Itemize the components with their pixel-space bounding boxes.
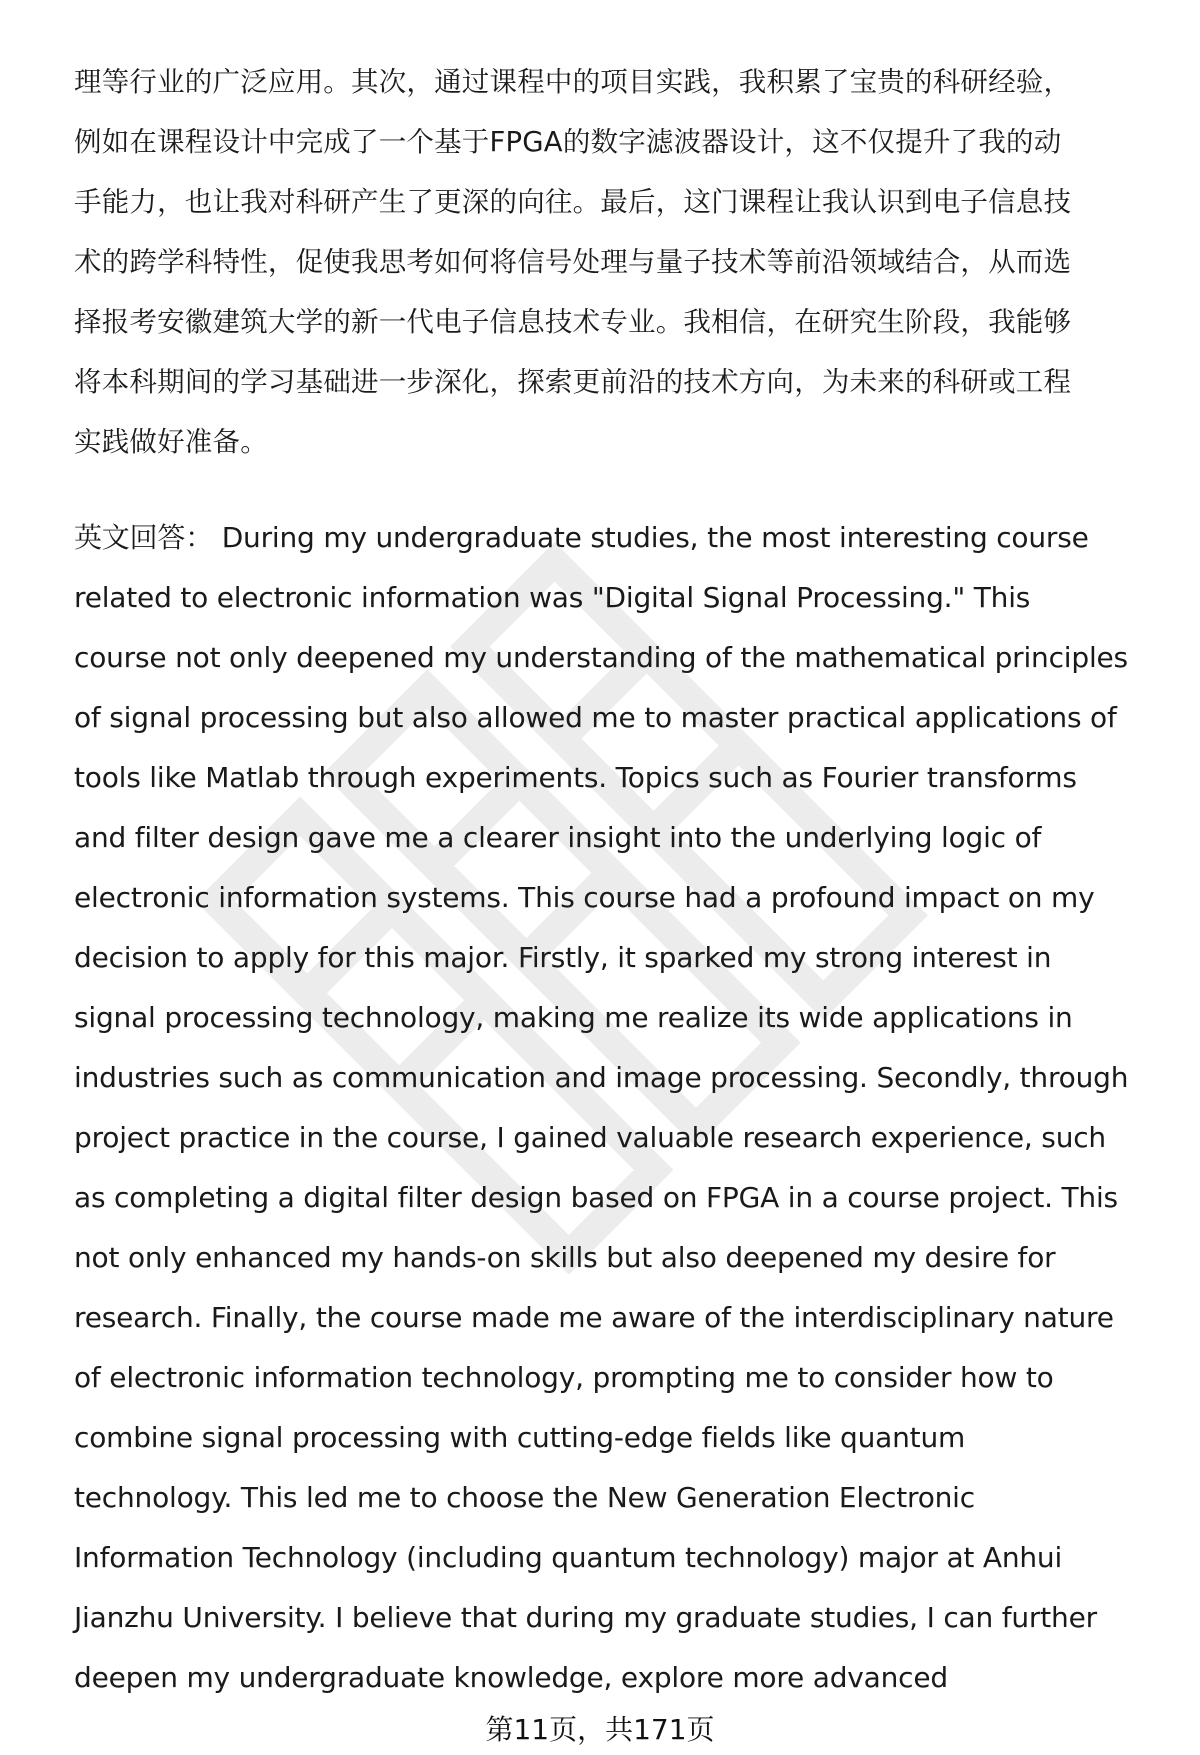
text-line: combine signal processing with cutting-edge fields like quantum: [74, 1421, 966, 1454]
text-line: 术的跨学科特性，促使我思考如何将信号处理与量子技术等前沿领域结合，从而选: [74, 246, 1072, 278]
english-answer-block: [74, 508, 1154, 1708]
text-line: signal processing technology, making me realize its wide applications in: [74, 1001, 1073, 1034]
text-line: as completing a digital filter design based on FPGA in a course project. This: [74, 1181, 1118, 1214]
text-line: of signal processing but also allowed me to master practical applications of: [74, 701, 1117, 734]
text-line: course not only deepened my understanding of the mathematical principles: [74, 641, 1128, 674]
text-line: 手能力，也让我对科研产生了更深的向往。最后，这门课程让我认识到电子信息技: [74, 186, 1072, 218]
text-line: industries such as communication and image processing. Secondly, through: [74, 1061, 1129, 1094]
text-line: technology. This led me to choose the New Generation Electronic: [74, 1481, 975, 1514]
text-line: 理等行业的广泛应用。其次，通过课程中的项目实践，我积累了宝贵的科研经验，: [74, 66, 1072, 98]
page-number-footer: 第11页，共171页: [485, 1713, 715, 1746]
chinese-answer-block: [74, 52, 1154, 472]
text-line: and filter design gave me a clearer insight into the underlying logic of: [74, 821, 1042, 854]
text-line: 英文回答： During my undergraduate studies, the most interesting course: [74, 521, 1089, 554]
text-line: 例如在课程设计中完成了一个基于FPGA的数字滤波器设计，这不仅提升了我的动: [74, 126, 1062, 158]
text-line: 实践做好准备。: [74, 426, 268, 458]
text-line: decision to apply for this major. Firstly, it sparked my strong interest in: [74, 941, 1052, 974]
text-line: Information Technology (including quantum technology) major at Anhui: [74, 1541, 1063, 1574]
text-line: not only enhanced my hands-on skills but also deepened my desire for: [74, 1241, 1056, 1274]
text-line: tools like Matlab through experiments. Topics such as Fourier transforms: [74, 761, 1077, 794]
document-body: [74, 52, 1154, 1708]
text-line: related to electronic information was "Digital Signal Processing." This: [74, 581, 1031, 614]
text-line: 择报考安徽建筑大学的新一代电子信息技术专业。我相信，在研究生阶段，我能够: [74, 306, 1072, 338]
text-line: 将本科期间的学习基础进一步深化，探索更前沿的技术方向，为未来的科研或工程: [74, 366, 1072, 398]
paragraph-gap: [74, 472, 1154, 508]
text-line: research. Finally, the course made me aware of the interdisciplinary nature: [74, 1301, 1114, 1334]
text-line: deepen my undergraduate knowledge, explore more advanced: [74, 1661, 948, 1694]
text-line: electronic information systems. This course had a profound impact on my: [74, 881, 1095, 914]
text-line: Jianzhu University. I believe that during my graduate studies, I can further: [74, 1601, 1097, 1634]
text-line: of electronic information technology, prompting me to consider how to: [74, 1361, 1054, 1394]
text-line: project practice in the course, I gained valuable research experience, such: [74, 1121, 1106, 1154]
